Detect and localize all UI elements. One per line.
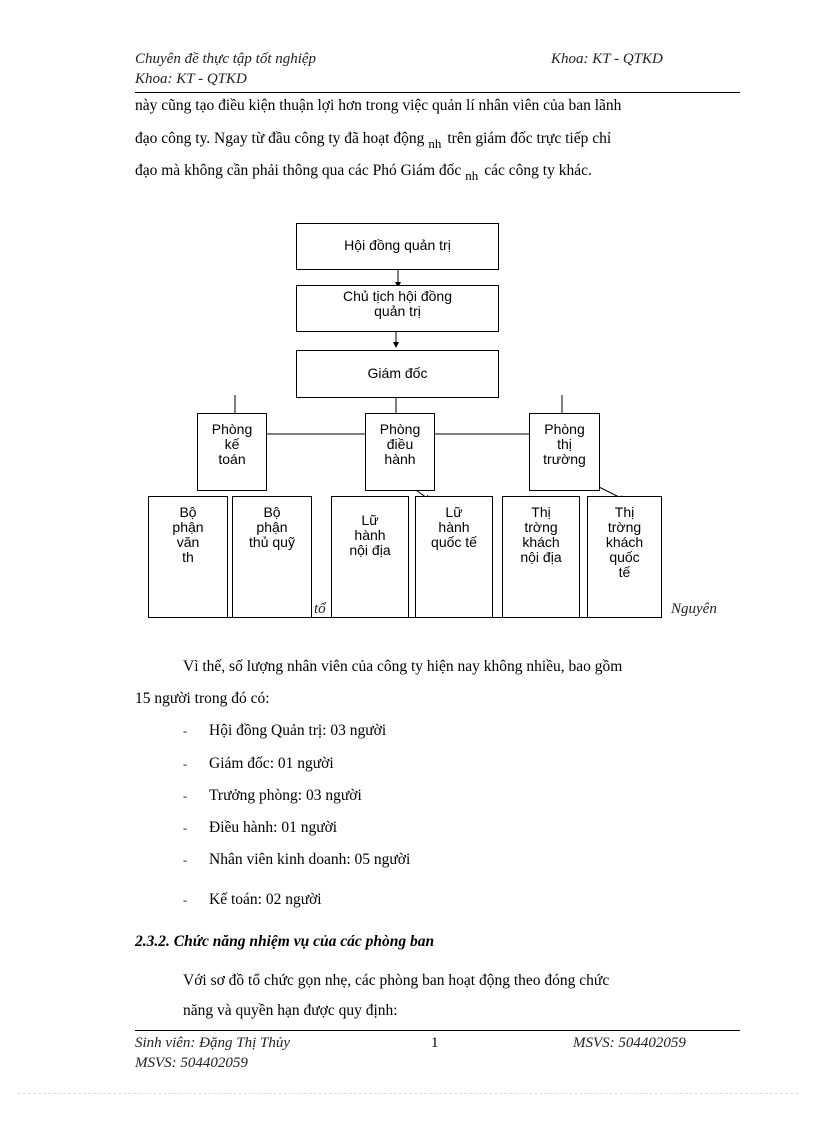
intro-line-3 <box>135 162 592 183</box>
header-faculty: Khoa: KT - QTKD <box>551 51 663 67</box>
section-line-1: Với sơ đồ tổ chức gọn nhẹ, các phòng ban hoạt động theo đóng chức <box>183 972 610 989</box>
org-box-board: Hội đồng quản trị <box>296 223 499 270</box>
org-box-unit-domestic-travel: Lữ hành nội địa <box>331 496 409 618</box>
org-box-unit-domestic-market: Thị trờng khách nội địa <box>502 496 580 618</box>
header-faculty-repeat: Khoa: KT - QTKD <box>135 71 247 87</box>
org-chart-baseline <box>148 617 662 618</box>
org-box-dept-operations: Phòng điều hành <box>365 413 435 491</box>
intro-line-2a: đạo công ty. Ngay từ đầu công ty đã hoạt động <box>135 130 425 147</box>
org-chart-caption-source: Nguyên <box>671 601 717 617</box>
org-box-unit-treasury: Bộ phận thủ quỹ <box>232 496 312 618</box>
org-box-unit-intl-market: Thị trờng khách quốc tế <box>587 496 662 618</box>
staff-item: - Trưởng phòng: 03 người <box>183 787 362 804</box>
footer-page-number: 1 <box>431 1035 439 1051</box>
intro-subscript-1: nh <box>428 136 442 151</box>
intro-line-1: này cũng tạo điều kiện thuận lợi hơn trong việc quản lí nhân viên của ban lãnh <box>135 97 622 114</box>
intro-line-2b: trên giám đốc trực tiếp chỉ <box>447 130 612 147</box>
org-box-unit-intl-travel: Lữ hành quốc tế <box>415 496 493 618</box>
org-box-unit-clerical: Bộ phận văn th <box>148 496 228 618</box>
intro-line-2 <box>135 130 612 151</box>
org-box-director: Giám đốc <box>296 350 499 398</box>
org-chart <box>140 215 740 625</box>
intro-line-3a: đạo mà không cần phải thông qua các Phó Giám đốc <box>135 162 462 179</box>
staff-item: - Điều hành: 01 người <box>183 819 338 836</box>
staff-intro-line-2: 15 người trong đó có: <box>135 690 270 707</box>
header-title: Chuyên đề thực tập tốt nghiệp <box>135 51 317 67</box>
staff-item: - Giám đốc: 01 người <box>183 755 334 772</box>
footer-rule <box>135 1030 740 1031</box>
intro-line-3b: các công ty khác. <box>484 162 592 179</box>
staff-intro-line-1: Vì thế, số lượng nhân viên của công ty hiện nay không nhiều, bao gồm <box>183 658 623 675</box>
org-box-chairman: Chủ tịch hội đồng quản trị <box>296 285 499 332</box>
intro-subscript-2: nh <box>465 168 479 183</box>
org-box-dept-market: Phòng thị trường <box>529 413 600 491</box>
org-chart-caption-fragment: tổ <box>314 601 326 617</box>
staff-item: - Nhân viên kinh doanh: 05 người <box>183 851 411 868</box>
section-heading: 2.3.2. Chức năng nhiệm vụ của các phòng ban <box>135 933 435 950</box>
footer-student: Sinh viên: Đặng Thị Thủy <box>135 1035 290 1051</box>
header-rule <box>135 92 740 93</box>
org-box-dept-accounting: Phòng kế toán <box>197 413 267 491</box>
page-bottom-divider <box>18 1093 798 1094</box>
staff-item: - Kế toán: 02 người <box>183 891 322 908</box>
section-line-2: năng và quyền hạn được quy định: <box>183 1002 398 1019</box>
footer-student-id: MSVS: 504402059 <box>573 1035 686 1051</box>
footer-student-id-repeat: MSVS: 504402059 <box>135 1055 248 1071</box>
staff-item: - Hội đồng Quản trị: 03 người <box>183 722 387 739</box>
